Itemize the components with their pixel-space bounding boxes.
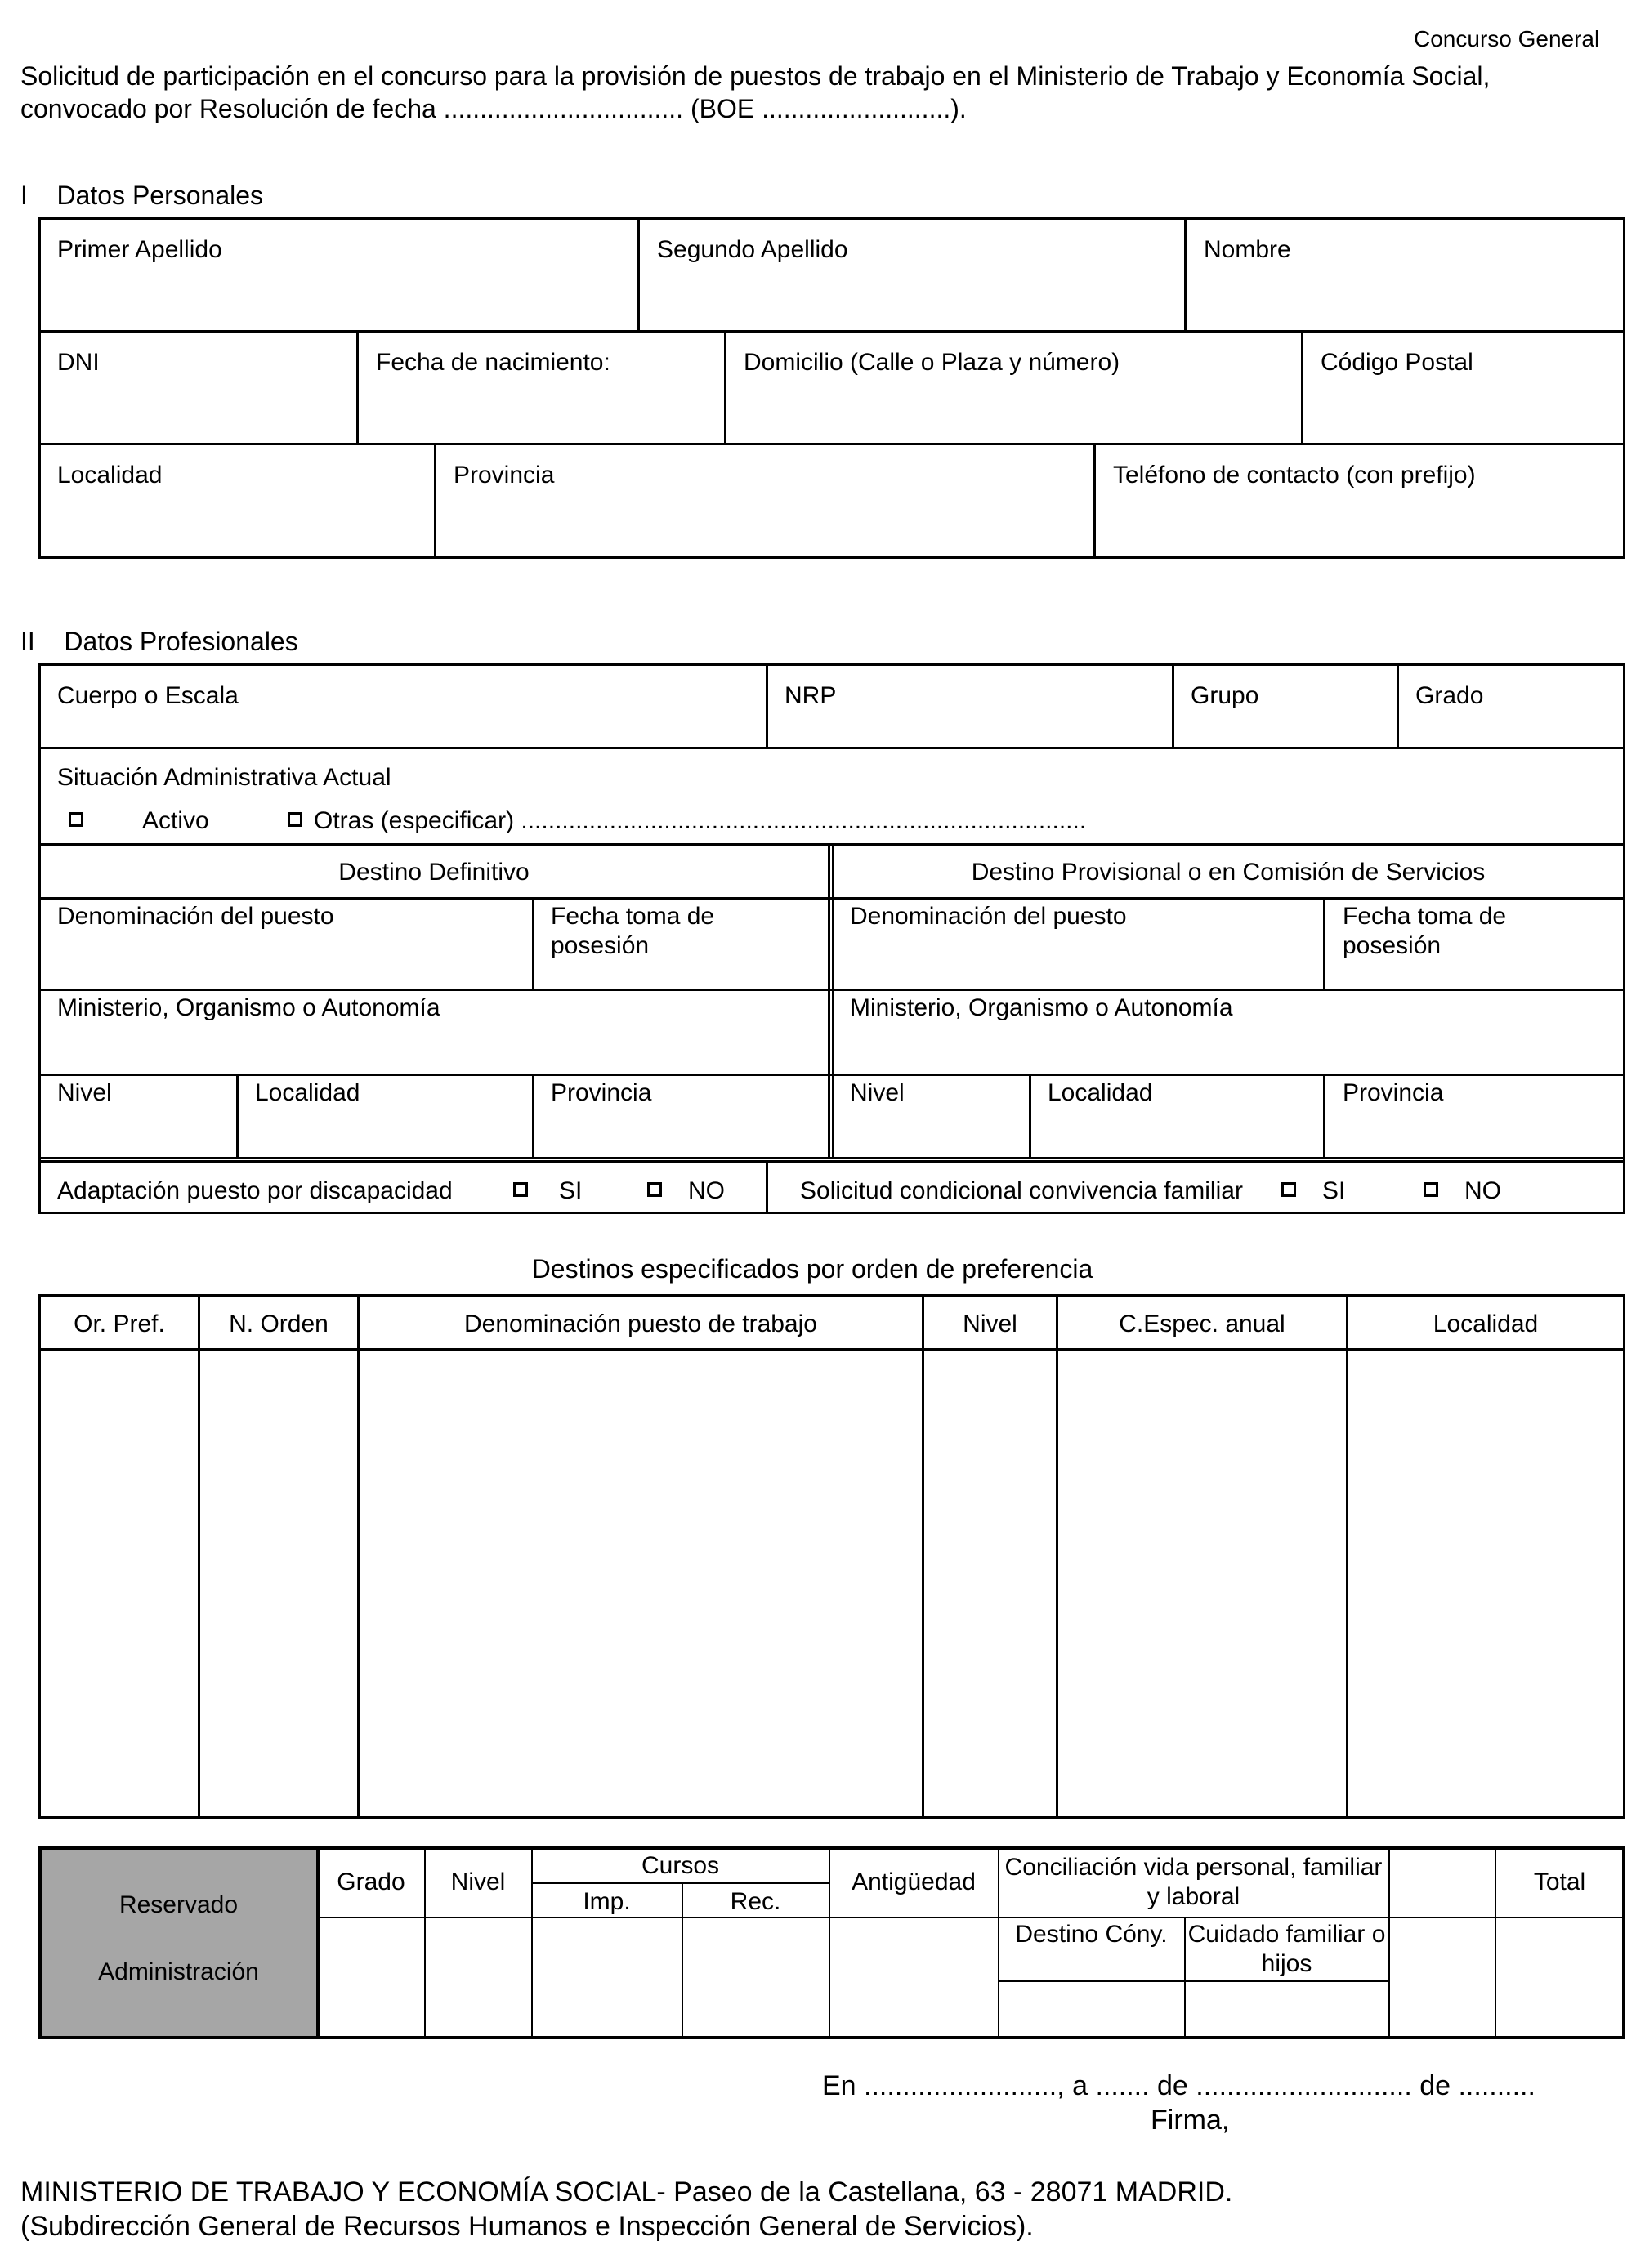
def-provincia-field[interactable]: Provincia: [551, 1079, 652, 1106]
admin-antiguedad-header: Antigüedad: [852, 1868, 976, 1895]
col-or-pref: Or. Pref.: [74, 1310, 165, 1337]
condicional-no-checkbox[interactable]: [1424, 1182, 1438, 1197]
section-personal-heading: I Datos Personales: [20, 181, 264, 210]
section-profesional-heading: II Datos Profesionales: [20, 627, 298, 656]
adaptacion-discapacidad-label: Adaptación puesto por discapacidad: [57, 1177, 453, 1204]
domicilio-field[interactable]: Domicilio (Calle o Plaza y número): [744, 349, 1120, 376]
def-ministerio-field[interactable]: Ministerio, Organismo o Autonomía: [57, 994, 440, 1021]
primer-apellido-field[interactable]: Primer Apellido: [57, 236, 222, 263]
nrp-field[interactable]: NRP: [785, 682, 837, 709]
admin-total-header: Total: [1533, 1868, 1586, 1895]
adaptacion-no-label: NO: [688, 1177, 725, 1204]
provincia-field[interactable]: Provincia: [454, 462, 555, 489]
footer-subdireccion: (Subdirección General de Recursos Humanos e Inspección General de Servicios).: [20, 2211, 1034, 2242]
prov-ministerio-field[interactable]: Ministerio, Organismo o Autonomía: [850, 994, 1233, 1021]
def-fecha-toma-field[interactable]: Fecha toma de posesión: [551, 903, 715, 959]
def-denominacion-field[interactable]: Denominación del puesto: [57, 903, 334, 930]
admin-destino-cony-header: Destino Cóny.: [1015, 1921, 1168, 1948]
footer-ministerio-address: MINISTERIO DE TRABAJO Y ECONOMÍA SOCIAL- Paseo de la Castellana, 63 - 28071 MADRID.: [20, 2176, 1233, 2208]
condicional-si-label: SI: [1322, 1177, 1346, 1204]
prov-nivel-field[interactable]: Nivel: [850, 1079, 905, 1106]
segundo-apellido-field[interactable]: Segundo Apellido: [657, 236, 848, 263]
prov-fecha-toma-field[interactable]: Fecha toma de posesión: [1343, 903, 1507, 959]
col-denominacion: Denominación puesto de trabajo: [464, 1310, 817, 1337]
nombre-field[interactable]: Nombre: [1204, 236, 1291, 263]
situacion-administrativa-label: Situación Administrativa Actual: [57, 764, 391, 791]
admin-cuidado-header: Cuidado familiar o hijos: [1187, 1921, 1386, 1977]
admin-nivel-header: Nivel: [450, 1868, 506, 1895]
destino-definitivo-header: Destino Definitivo: [338, 859, 530, 886]
grupo-field[interactable]: Grupo: [1191, 682, 1259, 709]
admin-conciliacion-header: Conciliación vida personal, familiar y laboral: [1004, 1854, 1383, 1910]
firma-label: Firma,: [1151, 2105, 1230, 2136]
telefono-field[interactable]: Teléfono de contacto (con prefijo): [1113, 462, 1476, 489]
col-nivel: Nivel: [963, 1310, 1017, 1337]
concurso-general-label: Concurso General: [1414, 26, 1600, 51]
prov-denominacion-field[interactable]: Denominación del puesto: [850, 903, 1127, 930]
condicional-no-label: NO: [1464, 1177, 1501, 1204]
adaptacion-si-label: SI: [559, 1177, 583, 1204]
destino-provisional-header: Destino Provisional o en Comisión de Servicios: [971, 859, 1486, 886]
admin-cursos-header: Cursos: [641, 1852, 720, 1879]
admin-grado-header: Grado: [337, 1868, 405, 1895]
otras-checkbox[interactable]: [288, 812, 302, 827]
def-nivel-field[interactable]: Nivel: [57, 1079, 112, 1106]
lugar-fecha-line[interactable]: En ........................., a ....... de ............................ de ..........: [822, 2070, 1535, 2101]
activo-label: Activo: [142, 807, 209, 834]
col-localidad: Localidad: [1433, 1310, 1539, 1337]
solicitud-title-line1: Solicitud de participación en el concurso para la provisión de puestos de trabajo en el Ministerio de Trabajo y Economía Social,: [20, 61, 1491, 91]
col-c-espec-anual: C.Espec. anual: [1119, 1310, 1285, 1337]
grado-field[interactable]: Grado: [1415, 682, 1484, 709]
administracion-label: Administración: [98, 1958, 259, 1985]
reservado-label: Reservado: [118, 1891, 239, 1918]
adaptacion-si-checkbox[interactable]: [513, 1182, 528, 1197]
destinos-title: Destinos especificados por orden de preferencia: [531, 1254, 1093, 1284]
fecha-nacimiento-field[interactable]: Fecha de nacimiento:: [376, 349, 610, 376]
solicitud-condicional-label: Solicitud condicional convivencia familiar: [800, 1177, 1243, 1204]
codigo-postal-field[interactable]: Código Postal: [1321, 349, 1473, 376]
activo-checkbox[interactable]: [69, 812, 83, 827]
prov-localidad-field[interactable]: Localidad: [1048, 1079, 1153, 1106]
admin-imp-header: Imp.: [583, 1888, 631, 1915]
cuerpo-escala-field[interactable]: Cuerpo o Escala: [57, 682, 239, 709]
admin-rec-header: Rec.: [730, 1888, 781, 1915]
def-localidad-field[interactable]: Localidad: [255, 1079, 360, 1106]
condicional-si-checkbox[interactable]: [1281, 1182, 1296, 1197]
destinos-table: [38, 1294, 1625, 1819]
personal-data-table: [38, 217, 1625, 559]
dni-field[interactable]: DNI: [57, 349, 100, 376]
localidad-field[interactable]: Localidad: [57, 462, 163, 489]
solicitud-title-line2: convocado por Resolución de fecha ................................. (BOE ..........................).: [20, 94, 967, 123]
col-n-orden: N. Orden: [229, 1310, 329, 1337]
otras-especificar-field[interactable]: Otras (especificar) ...................................................................................: [314, 807, 1087, 834]
adaptacion-no-checkbox[interactable]: [647, 1182, 662, 1197]
prov-provincia-field[interactable]: Provincia: [1343, 1079, 1444, 1106]
